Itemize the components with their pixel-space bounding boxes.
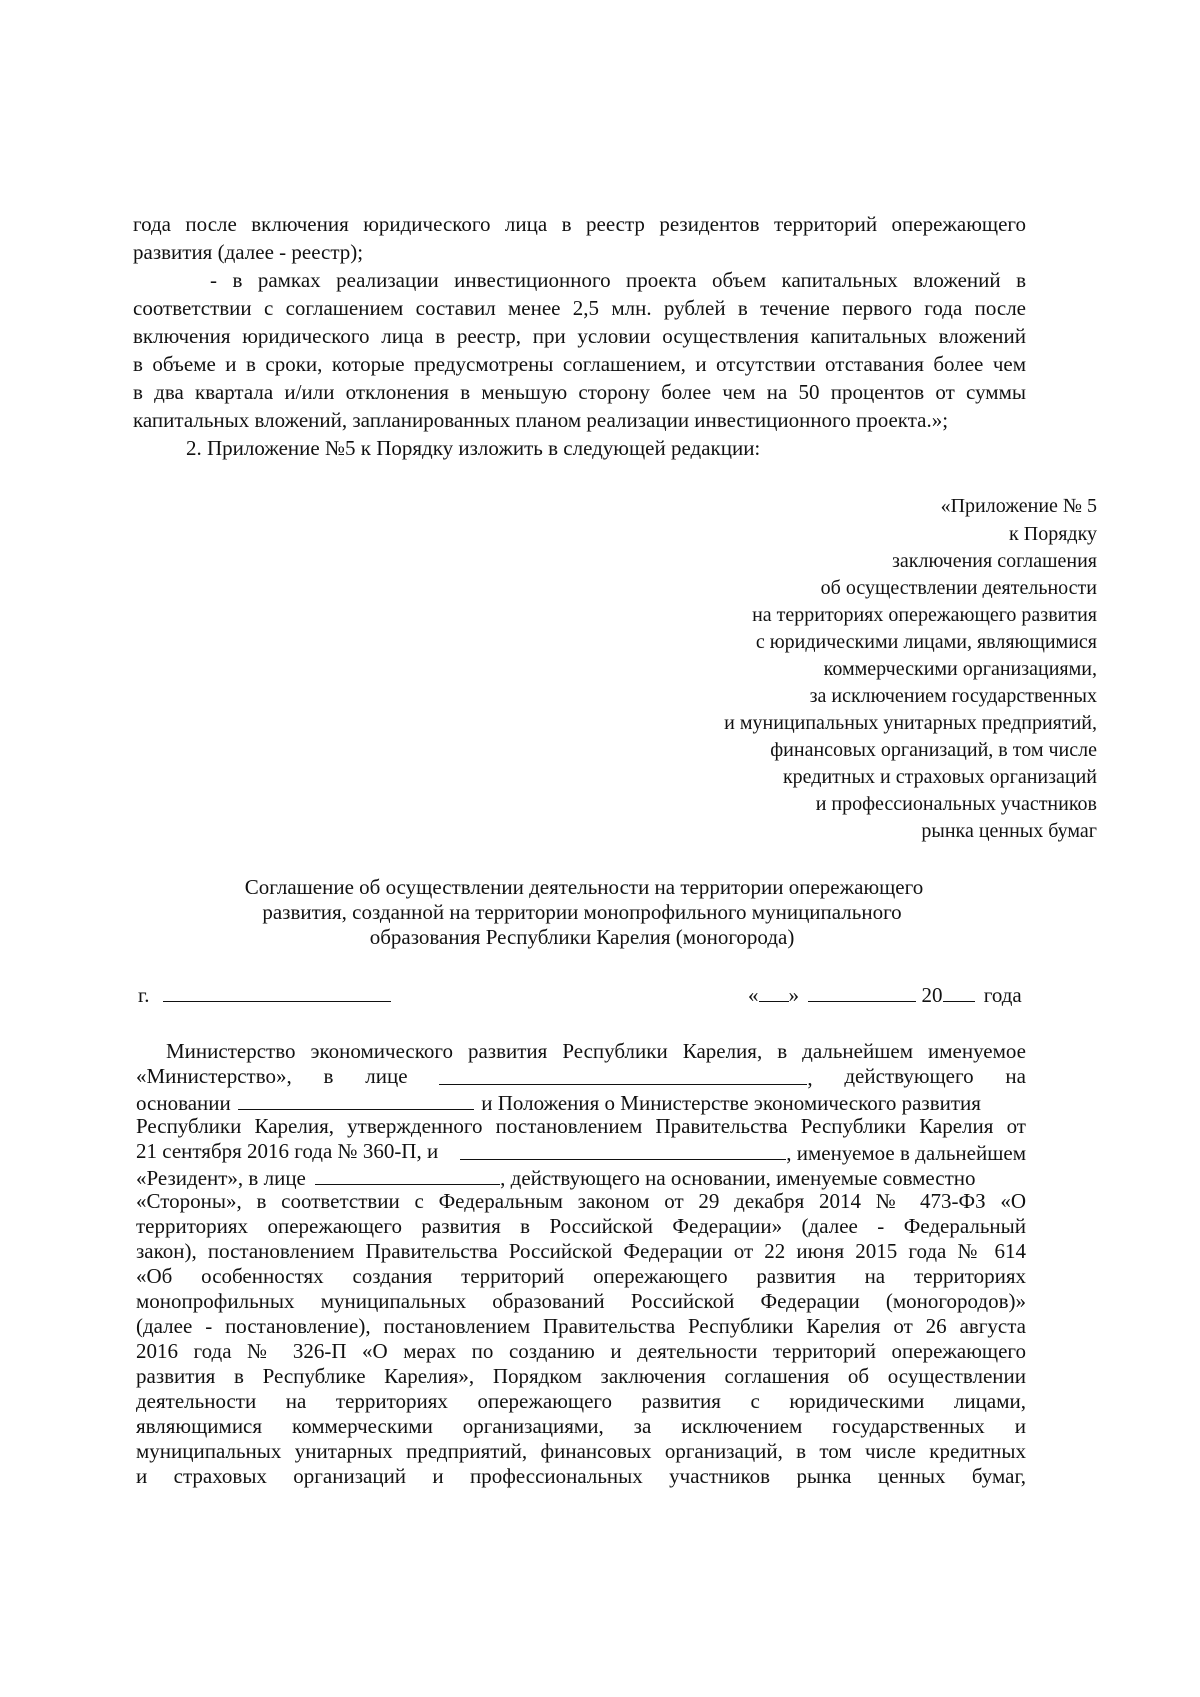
text-line: Министерство экономического развития Республики Карелия, в дальнейшем именуемое <box>166 1039 1026 1063</box>
date-quote-close: » <box>788 983 799 1007</box>
text-line: «Об особенностях создания территорий опережающего развития на территориях <box>136 1264 1026 1288</box>
text-line: года после включения юридического лица в реестр резидентов территорий опережающего <box>133 212 1026 236</box>
place-blank <box>163 983 391 1002</box>
year-blank <box>943 983 975 1002</box>
basis-blank <box>238 1091 474 1110</box>
day-blank <box>759 983 789 1002</box>
appendix-line: финансовых организаций, в том числе <box>770 739 1097 761</box>
text-line: являющимися коммерческими организациями, за исключением государственных и <box>136 1414 1026 1438</box>
text-line: и страховых организаций и профессиональных участников рынка ценных бумаг, <box>136 1464 1026 1488</box>
text-line: (далее - постановление), постановлением Правительства Республики Карелия от 26 августа <box>136 1314 1026 1338</box>
month-blank <box>808 983 916 1002</box>
text-line: развития (далее - реестр); <box>133 240 364 264</box>
representative-blank <box>439 1066 807 1085</box>
text-line: соответствии с соглашением составил менее 2,5 млн. рублей в течение первого года после <box>133 296 1026 320</box>
place-line <box>138 983 391 1006</box>
text-line: основании и Положения о Министерстве экономического развития <box>136 1091 981 1115</box>
appendix-line: «Приложение № 5 <box>940 495 1097 517</box>
text-line: закон), постановлением Правительства Российской Федерации от 22 июня 2015 года № 614 <box>136 1239 1026 1263</box>
text-line: 21 сентября 2016 года № 360-П, и , именуемое в дальнейшем <box>136 1139 1026 1165</box>
text-line: муниципальных унитарных предприятий, финансовых организаций, в том числе кредитных <box>136 1439 1026 1463</box>
appendix-line: и профессиональных участников <box>815 793 1097 815</box>
date-line <box>748 983 1022 1006</box>
text-line: монопрофильных муниципальных образований Российской Федерации (моногородов)» <box>136 1289 1026 1313</box>
text-line: «Стороны», в соответствии с Федеральным законом от 29 декабря 2014 № 473-ФЗ «О <box>136 1189 1026 1213</box>
resident-blank <box>460 1141 786 1160</box>
place-prefix: г. <box>138 983 150 1007</box>
appendix-line: и муниципальных унитарных предприятий, <box>724 712 1097 734</box>
appendix-line: об осуществлении деятельности <box>820 577 1097 599</box>
text-line: «Министерство», в лице , действующего на <box>136 1064 1026 1090</box>
title-line: развития, созданной на территории монопрофильного муниципального <box>262 900 902 924</box>
appendix-line: за исключением государственных <box>809 685 1097 707</box>
text-line: 2. Приложение №5 к Порядку изложить в следующей редакции: <box>186 436 761 460</box>
title-line: образования Республики Карелия (моногорода) <box>369 925 795 949</box>
appendix-line: с юридическими лицами, являющимися <box>755 631 1097 653</box>
resident-rep-blank <box>315 1166 500 1185</box>
appendix-line: к Порядку <box>1009 523 1097 545</box>
date-quote-open: « <box>748 983 759 1007</box>
title-line: Соглашение об осуществлении деятельности на территории опережающего <box>244 875 924 899</box>
text-line: деятельности на территориях опережающего развития с юридическими лицами, <box>136 1389 1026 1413</box>
text-line: Республики Карелия, утвержденного постановлением Правительства Республики Карелия от <box>136 1114 1026 1138</box>
appendix-line: заключения соглашения <box>892 550 1097 572</box>
appendix-line: на территориях опережающего развития <box>752 604 1097 626</box>
text-line: - в рамках реализации инвестиционного проекта объем капитальных вложений в <box>210 268 1026 292</box>
text-line: капитальных вложений, запланированных планом реализации инвестиционного проекта.»; <box>133 408 949 432</box>
appendix-line: кредитных и страховых организаций <box>782 766 1097 788</box>
appendix-line: рынка ценных бумаг <box>921 820 1097 842</box>
year-suffix: года <box>983 983 1022 1007</box>
text-line: в два квартала и/или отклонения в меньшую сторону более чем на 50 процентов от суммы <box>133 380 1026 404</box>
text-line: включения юридического лица в реестр, при условии осуществления капитальных вложений <box>133 324 1026 348</box>
year-prefix: 20 <box>921 983 943 1007</box>
appendix-line: коммерческими организациями, <box>823 658 1097 680</box>
text-line: территориях опережающего развития в Российской Федерации» (далее - Федеральный <box>136 1214 1026 1238</box>
text-line: в объеме и в сроки, которые предусмотрены соглашением, и отсутствии отставания более чем <box>133 352 1026 376</box>
text-line: «Резидент», в лице , действующего на основании, именуемые совместно <box>136 1166 976 1190</box>
text-line: 2016 года № 326-П «О мерах по созданию и деятельности территорий опережающего <box>136 1339 1026 1363</box>
text-line: развития в Республике Карелия», Порядком заключения соглашения об осуществлении <box>136 1364 1026 1388</box>
